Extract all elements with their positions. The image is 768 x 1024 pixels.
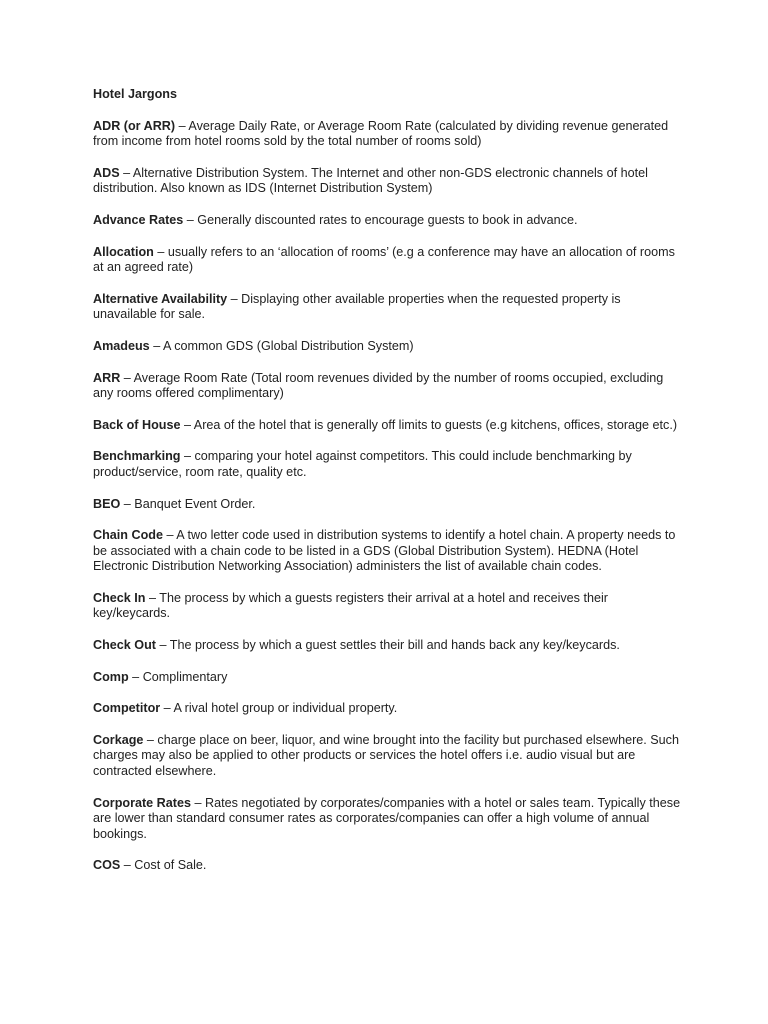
document-title: Hotel Jargons	[93, 87, 177, 101]
glossary-entry	[93, 670, 683, 686]
glossary-term: COS	[93, 858, 121, 873]
glossary-entry	[93, 701, 683, 717]
glossary-entry	[93, 449, 683, 480]
glossary-term: Advance Rates	[93, 212, 184, 227]
glossary-entry	[93, 858, 683, 874]
glossary-term: Corporate Rates	[93, 795, 191, 810]
glossary-definition: – The process by which a guest settles their bill and hands back any key/keycards.	[155, 638, 620, 653]
glossary-term: Comp	[93, 669, 129, 684]
glossary-term: Alternative Availability	[93, 291, 228, 306]
glossary-definition: – comparing your hotel against competitors. This could include benchmarking by product/service, room rate, quality etc.	[93, 449, 632, 479]
glossary-term: Benchmarking	[93, 449, 181, 464]
glossary-definition: – Cost of Sale.	[120, 858, 207, 873]
glossary-definition: – Banquet Event Order.	[120, 496, 256, 511]
glossary-list	[93, 119, 683, 874]
glossary-term: Allocation	[93, 244, 154, 259]
glossary-entry	[93, 638, 683, 654]
glossary-definition: – Complimentary	[128, 669, 228, 684]
glossary-definition: – Average Daily Rate, or Average Room Rate (calculated by dividing revenue generated from income from hotel rooms sold by the total number of rooms sold)	[93, 118, 669, 149]
glossary-entry	[93, 528, 683, 575]
glossary-entry	[93, 591, 683, 622]
glossary-term: Amadeus	[93, 338, 150, 353]
glossary-definition: – usually refers to an ‘allocation of rooms’ (e.g a conference may have an allocation of rooms at an agreed rate)	[93, 244, 675, 275]
glossary-entry	[93, 166, 683, 197]
glossary-term: Corkage	[93, 732, 144, 747]
glossary-entry	[93, 339, 683, 355]
glossary-definition: – Alternative Distribution System. The Internet and other non-GDS electronic channels of hotel distribution. Also known as IDS (Internet Distribution System)	[93, 165, 648, 196]
glossary-definition: – charge place on beer, liquor, and wine brought into the facility but purchased elsewhere. Such charges may also be applied to other products or services the hotel offers i.e. audio visual but are contracted elsewhere.	[93, 732, 679, 779]
glossary-entry	[93, 245, 683, 276]
glossary-entry	[93, 497, 683, 513]
glossary-entry	[93, 292, 683, 323]
glossary-term: Check In	[93, 590, 146, 605]
glossary-term: Back of House	[93, 417, 181, 432]
glossary-entry	[93, 418, 683, 434]
glossary-definition: – The process by which a guests registers their arrival at a hotel and receives their key/keycards.	[93, 590, 608, 621]
glossary-definition: – Generally discounted rates to encourage guests to book in advance.	[183, 212, 578, 227]
glossary-definition: – A rival hotel group or individual property.	[160, 701, 398, 716]
glossary-term: ARR	[93, 370, 121, 385]
glossary-entry	[93, 796, 683, 843]
document-page	[93, 87, 683, 890]
glossary-definition: – Area of the hotel that is generally off limits to guests (e.g kitchens, offices, storage etc.)	[180, 417, 678, 432]
glossary-entry	[93, 213, 683, 229]
glossary-entry	[93, 119, 683, 150]
glossary-term: Chain Code	[93, 528, 163, 543]
glossary-definition: – Average Room Rate (Total room revenues divided by the number of rooms occupied, excluding any rooms offered complimentary)	[93, 370, 664, 401]
glossary-definition: – A common GDS (Global Distribution System)	[149, 338, 414, 353]
glossary-definition: – A two letter code used in distribution systems to identify a hotel chain. A property needs to be associated with a chain code to be listed in a GDS (Global Distribution System). HEDNA (Hotel Electronic Distribution Networking Association) administers the list of available chain codes.	[93, 528, 676, 574]
glossary-term: Competitor	[93, 701, 161, 716]
glossary-entry	[93, 371, 683, 402]
glossary-term: BEO	[93, 496, 121, 511]
glossary-entry	[93, 733, 683, 780]
glossary-term: ADS	[93, 165, 120, 180]
glossary-term: ADR (or ARR)	[93, 118, 176, 133]
glossary-term: Check Out	[93, 638, 156, 653]
glossary-definition: – Displaying other available properties when the requested property is unavailable for sale.	[93, 291, 621, 322]
glossary-definition: – Rates negotiated by corporates/companies with a hotel or sales team. Typically these are lower than standard consumer rates as corporates/companies can offer a high volume of annual bookings.	[93, 795, 681, 841]
